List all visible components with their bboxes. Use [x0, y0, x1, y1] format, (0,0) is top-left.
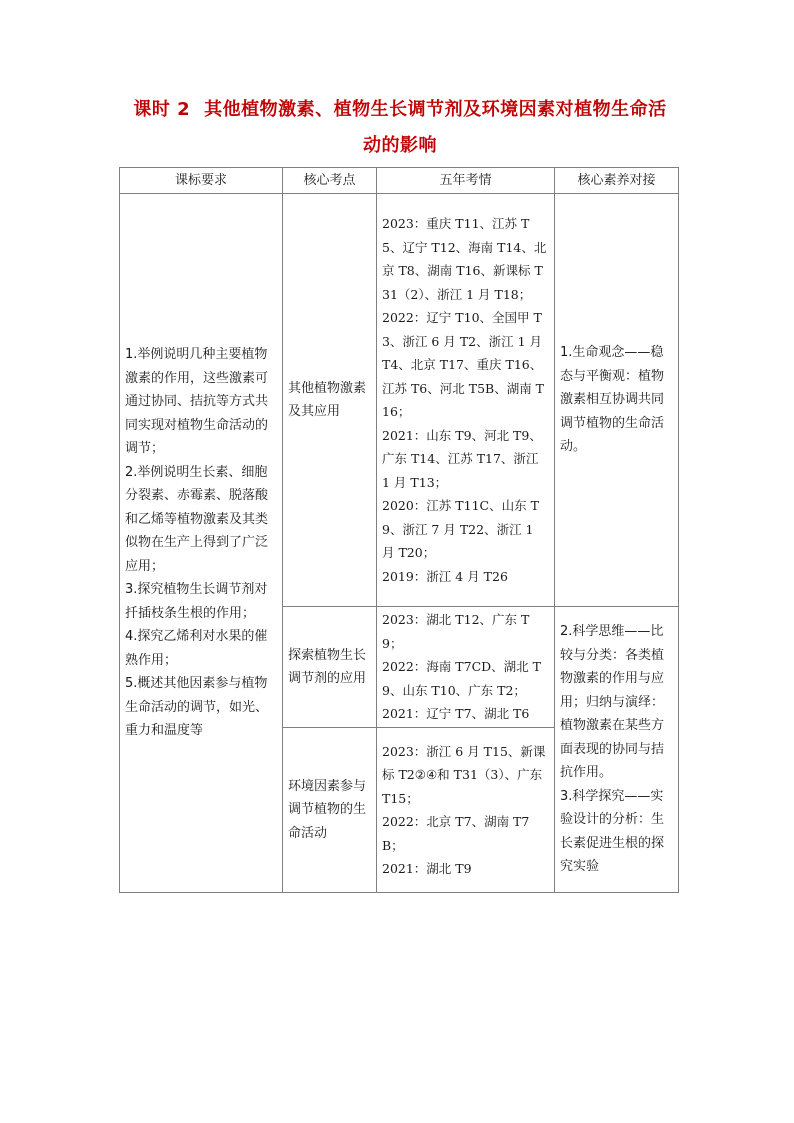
- overview-table: [119, 167, 679, 893]
- exam-year-entry: 2023：浙江 6 月 T15、新课标 T2②④和 T31（3）、广东 T15；: [382, 743, 546, 806]
- requirement-item: 4.探究乙烯利对水果的催熟作用；: [125, 629, 268, 668]
- requirement-item: 5.概述其他因素参与植物生命活动的调节，如光、重力和温度等: [125, 676, 269, 739]
- literacy-item: 2.科学思维——比较与分类：各类植物激素的作用与应用；归纳与演绎：植物激素在某些方面表现的协同与拮抗作用。: [560, 624, 665, 781]
- exam-year-entry: 2022：海南 T7CD、湖北 T9、山东 T10、广东 T2；: [382, 659, 541, 698]
- header-core-literacy: 核心素养对接: [555, 168, 679, 194]
- literacy-item: 3.科学探究——实验设计的分析：生长素促进生根的探究实验: [560, 788, 665, 875]
- exam-year-entry: 2021：辽宁 T7、湖北 T6: [382, 706, 530, 722]
- curriculum-requirements-cell: [120, 194, 283, 893]
- header-core-topics: 核心考点: [283, 168, 377, 194]
- lesson-title-text: 其他植物激素、植物生长调节剂及环境因素对植物生命活: [204, 99, 667, 120]
- lesson-number: 课时 2: [133, 99, 191, 120]
- lesson-title: [120, 92, 680, 164]
- exam-year-entry: 2021：山东 T9、河北 T9、广东 T14、江苏 T17、浙江 1 月 T13；: [382, 427, 542, 490]
- lesson-title-line1: [120, 92, 680, 128]
- core-literacy-cell: [555, 194, 679, 607]
- exam-history-cell: [377, 194, 555, 607]
- lesson-title-line2: 动的影响: [363, 135, 437, 156]
- core-topic-cell: 环境因素参与调节植物的生命活动: [283, 728, 377, 893]
- exam-year-entry: 2023：湖北 T12、广东 T9；: [382, 612, 530, 651]
- requirement-item: 2.举例说明生长素、细胞分裂素、赤霉素、脱落酸和乙烯等植物激素及其类似物在生产上得到了广泛应用；: [125, 464, 269, 574]
- exam-history-cell: [377, 728, 555, 893]
- header-curriculum-requirements: 课标要求: [120, 168, 283, 194]
- core-literacy-cell: [555, 607, 679, 893]
- exam-year-entry: 2021：湖北 T9: [382, 861, 472, 876]
- exam-year-entry: 2019：浙江 4 月 T26: [382, 568, 508, 584]
- requirement-item: 1.举例说明几种主要植物激素的作用，这些激素可通过协同、拮抗等方式共同实现对植物生命活动的调节；: [125, 347, 269, 457]
- core-topic-cell: 其他植物激素及其应用: [283, 194, 377, 607]
- exam-year-entry: 2020：江苏 T11C、山东 T9、浙江 7 月 T22、浙江 1 月 T20；: [382, 498, 539, 560]
- header-five-year-exams: 五年考情: [377, 168, 555, 194]
- core-topic-cell: 探索植物生长调节剂的应用: [283, 607, 377, 728]
- literacy-item: 1.生命观念——稳态与平衡观：植物激素相互协调共同调节植物的生命活动。: [560, 345, 665, 455]
- table-row: [120, 194, 679, 607]
- exam-history-cell: [377, 607, 555, 728]
- exam-year-entry: 2023：重庆 T11、江苏 T5、辽宁 T12、海南 T14、北京 T8、湖南 T16、新课标 T31（2）、浙江 1 月 T18；: [382, 216, 547, 302]
- requirement-item: 3.探究植物生长调节剂对扦插枝条生根的作用；: [125, 582, 268, 621]
- exam-year-entry: 2022：北京 T7、湖南 T7B；: [382, 814, 530, 853]
- exam-year-entry: 2022：辽宁 T10、全国甲 T3、浙江 6 月 T2、浙江 1 月 T4、北京 T17、重庆 T16、江苏 T6、河北 T5B、湖南 T16；: [382, 310, 545, 419]
- table-header-row: [120, 168, 679, 194]
